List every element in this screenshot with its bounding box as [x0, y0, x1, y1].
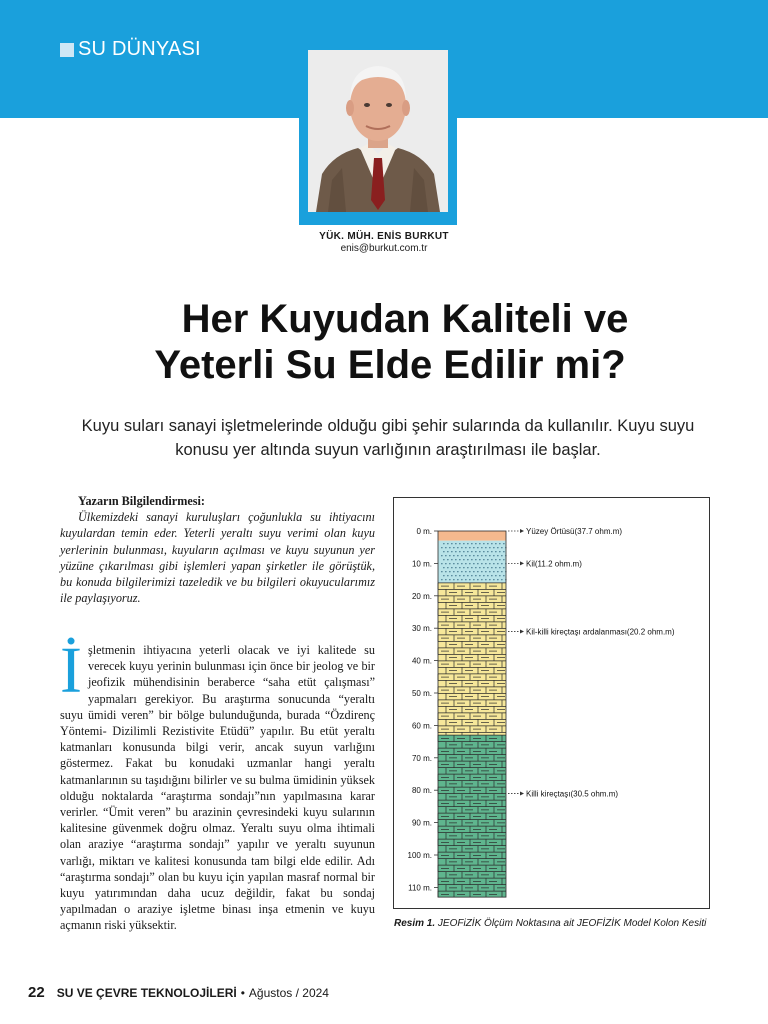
layer-2-dot [503, 543, 504, 544]
layer-2-dot [467, 551, 468, 552]
layer-2-dot [485, 555, 486, 556]
layer-2-dot [459, 575, 460, 576]
layer-2-dot [479, 551, 480, 552]
layer-2-dot [473, 547, 474, 548]
layer-2-dot [447, 567, 448, 568]
depth-label: 40 m. [411, 656, 432, 666]
layer-2-dot [487, 575, 488, 576]
layer-2-dot [453, 555, 454, 556]
layer-2-dot [459, 551, 460, 552]
layer-2-dot [457, 563, 458, 564]
layer-2-dot [495, 543, 496, 544]
layer-2-dot [461, 579, 462, 580]
layer-2-dot [475, 551, 476, 552]
layer-2-dot [475, 575, 476, 576]
layer-2-dot [485, 547, 486, 548]
layer-1-fill [438, 531, 506, 541]
layer-2-dot [469, 547, 470, 548]
layer-2-dot [491, 567, 492, 568]
author-note-title: Yazarın Bilgilendirmesi: [78, 494, 205, 508]
caption-text: JEOFiZİK Ölçüm Noktasına ait JEOFİZİK Model Kolon Kesiti [437, 918, 707, 929]
author-email[interactable]: enis@burkut.com.tr [340, 243, 428, 254]
layer-2-dot [443, 543, 444, 544]
layer-2-dot [463, 567, 464, 568]
layer-2-dot [469, 571, 470, 572]
layer-2-dot [479, 567, 480, 568]
layer-4-label: Killi kireçtaşı(30.5 ohm.m) [526, 789, 619, 799]
depth-label: 70 m. [411, 753, 432, 763]
layer-2-dot [493, 555, 494, 556]
layer-1-label: Yüzey Örtüsü(37.7 ohm.m) [526, 527, 623, 536]
figure-caption [394, 917, 714, 931]
layer-2-dot [459, 559, 460, 560]
layer-2-dot [461, 547, 462, 548]
depth-label: 100 m. [407, 851, 432, 860]
layer-2-dot [497, 547, 498, 548]
layer-3-leader-arrow [520, 629, 524, 633]
layer-2-dot [489, 579, 490, 580]
layer-2-dot [499, 567, 500, 568]
layer-2-dot [503, 551, 504, 552]
layer-2-dot [487, 559, 488, 560]
layer-2-label: Kil(11.2 ohm.m) [526, 559, 582, 569]
layer-2-dot [481, 579, 482, 580]
layer-2-dot [485, 579, 486, 580]
layer-2-dot [477, 571, 478, 572]
layer-2-dot [479, 559, 480, 560]
author-note-body: Ülkemizdeki sanayi kuruluşları çoğunlukla su ihtiyacını kuyulardan temin eder. Yeterli yeraltı suyu verimi olan kuyu yerlerinin bulunması, kuyuların açılması ve kuyu suyunun yer yüzüne çıkarılması gibi işlemleri yapan şirketler ile görüştük, bu konuda bilgilerimizi tazeledik ve bu bilgileri okuyucularımız ile paylaşıyoruz. [60, 510, 375, 606]
layer-2-dot [497, 571, 498, 572]
layer-2-dot [441, 579, 442, 580]
layer-2-dot [467, 559, 468, 560]
layer-2-dot [493, 579, 494, 580]
layer-2-dot [461, 555, 462, 556]
layer-2-dot [467, 543, 468, 544]
depth-label: 0 m. [416, 527, 432, 536]
layer-2-dot [451, 559, 452, 560]
layer-2-dot [499, 551, 500, 552]
layer-2-dot [467, 575, 468, 576]
layer-2-dot [455, 551, 456, 552]
layer-2-dot [445, 571, 446, 572]
depth-label: 20 m. [411, 591, 432, 601]
layer-2-dot [485, 563, 486, 564]
layer-2-dot [457, 579, 458, 580]
layer-4-leader-arrow [520, 791, 524, 795]
layer-2-dot [449, 547, 450, 548]
layer-2-dot [453, 547, 454, 548]
layer-2-dot [449, 555, 450, 556]
title-line-2: Yeterli Su Elde Edilir mi? [154, 343, 626, 387]
layer-2-dot [499, 575, 500, 576]
layer-3-label: Kil-killi kireçtaşı ardalanması(20.2 ohm.m) [526, 627, 675, 637]
layer-2-dot [443, 559, 444, 560]
layer-2-dot [475, 567, 476, 568]
article-subtitle: Kuyu suları sanayi işletmelerinde olduğu gibi şehir sularında da kullanılır. Kuyu suyu konusu yer altında suyun varlığının araştırılması ile başlar. [81, 417, 695, 459]
layer-2-dot [475, 543, 476, 544]
layer-2-dot [499, 543, 500, 544]
layer-2-dot [471, 575, 472, 576]
layer-2-dot [447, 559, 448, 560]
layer-2-dot [453, 571, 454, 572]
layer-2-dot [491, 575, 492, 576]
author-photo [308, 50, 448, 212]
article-body [60, 634, 375, 934]
section-label [60, 38, 201, 61]
depth-label: 30 m. [411, 624, 432, 634]
layer-2-dot [503, 575, 504, 576]
layer-2-dot [449, 579, 450, 580]
issue-date: Ağustos / 2024 [248, 986, 329, 1000]
section-square-icon [60, 43, 74, 57]
layer-2-dot [469, 563, 470, 564]
layer-2-dot [457, 571, 458, 572]
geophysical-column-figure [393, 497, 710, 909]
author-name: YÜK. MÜH. ENİS BURKUT [319, 231, 449, 242]
layer-2-dot [477, 555, 478, 556]
layer-2-dot [445, 555, 446, 556]
depth-label: 60 m. [411, 721, 432, 731]
layer-2-dot [481, 555, 482, 556]
layer-2-dot [483, 575, 484, 576]
layer-2-dot [465, 555, 466, 556]
caption-label: Resim 1. [394, 918, 436, 929]
layer-2-dot [473, 571, 474, 572]
layer-2-dot [471, 551, 472, 552]
page-footer [28, 984, 329, 1001]
layer-2-dot [461, 563, 462, 564]
layer-2-dot [473, 579, 474, 580]
layer-2-dot [459, 543, 460, 544]
layer-2-dot [443, 567, 444, 568]
layer-2-dot [453, 579, 454, 580]
title-line-1: Her Kuyudan Kaliteli ve [181, 297, 629, 341]
layer-2-dot [469, 555, 470, 556]
layer-2-dot [479, 575, 480, 576]
layer-2-dot [471, 567, 472, 568]
layer-2-dot [497, 563, 498, 564]
layer-2-dot [463, 543, 464, 544]
layer-2-dot [441, 547, 442, 548]
layer-2-dot [455, 567, 456, 568]
layer-2-dot [477, 547, 478, 548]
layer-2-dot [487, 551, 488, 552]
depth-label: 10 m. [411, 559, 432, 569]
layer-2-dot [457, 555, 458, 556]
layer-2-dot [461, 571, 462, 572]
layer-2-dot [481, 563, 482, 564]
footer-separator: • [240, 986, 245, 1000]
layer-2-dot [447, 575, 448, 576]
layer-2-dot [467, 567, 468, 568]
layer-2-dot [483, 559, 484, 560]
layer-2-dot [497, 555, 498, 556]
depth-label: 110 m. [408, 883, 432, 893]
layer-2-dot [455, 575, 456, 576]
layer-2-dot [495, 559, 496, 560]
layer-2-dot [487, 543, 488, 544]
layer-2-dot [489, 563, 490, 564]
layer-2-dot [445, 579, 446, 580]
layer-2-dot [445, 547, 446, 548]
layer-2-dot [447, 543, 448, 544]
article-body-text: şletmenin ihtiyacına yeterli olacak ve iyi kalitede su verecek kuyu yerinin bulunması için önce bir jeolog ve bir jeofizik mühendisinin beraberce “saha etüt çalışması” yapmaları gerekiyor. Bu araştırma sonucunda “yeraltı suyu ümidi veren” bir bölge bulunduğunda, burada “Özdirenç Yöntemi- Dizilimli Rezistivite Etüdü” yapılır. Bu etüt yeraltı katmanları konusunda bilgi verir, ancak suyun varlığını göstermez. Fakat bu konudaki uzmanlar hangi yeraltı katmanlarının su taşıdığını bilirler ve su bulma ümidinin yüksek olduğu noktalarda “araştırma sondajı”nın yapılmasına karar verirler. “Ümit veren” bu arazinin çevresindeki kuyu sularının kalitesine güvenmek doğru olmaz. Yeraltı suyu olma ihtimali olan araziye “araştırma sondajı” yapılır ve yeraltı suyunun varlığı, miktarı ve kalitesi konusunda tam bilgi elde edilir. Adı “araştırma sondajı” olan bu kuyu için yapılan masraf normal bir kuyu yatırımından daha ucuz değildir, fakat bu sondaj yapılmadan o araziye işletme binası inşa etmenin ve kuyu açmanın riski yüksektir. [60, 643, 375, 933]
layer-2-dot [449, 563, 450, 564]
layer-2-dot [495, 567, 496, 568]
layer-2-dot [481, 571, 482, 572]
drop-cap: İ [60, 634, 82, 707]
layer-2-dot [487, 567, 488, 568]
layer-2-dot [501, 563, 502, 564]
layer-2-dot [451, 543, 452, 544]
layer-2-dot [489, 547, 490, 548]
layer-2-dot [443, 551, 444, 552]
layer-2-dot [471, 543, 472, 544]
layer-2-dot [479, 543, 480, 544]
layer-2-dot [463, 575, 464, 576]
layer-2-dot [465, 547, 466, 548]
layer-2-dot [491, 543, 492, 544]
author-photo-frame [299, 38, 457, 225]
page-number: 22 [28, 984, 45, 1001]
layer-2-dot [501, 579, 502, 580]
layer-2-dot [503, 559, 504, 560]
layer-2-dot [443, 575, 444, 576]
layer-2-dot [483, 543, 484, 544]
layer-2-dot [485, 571, 486, 572]
layer-2-dot [441, 563, 442, 564]
column-section-diagram [394, 498, 709, 908]
depth-label: 90 m. [411, 818, 432, 828]
layer-2-dot [449, 571, 450, 572]
layer-1-leader-arrow [520, 529, 524, 533]
layer-2-dot [465, 571, 466, 572]
layer-2-dot [501, 555, 502, 556]
layer-2-dot [463, 559, 464, 560]
layer-2-dot [465, 563, 466, 564]
author-block [0, 231, 768, 254]
journal-name: SU VE ÇEVRE TEKNOLOJİLERİ [56, 986, 237, 1000]
layer-2-dot [493, 547, 494, 548]
layer-2-dot [495, 551, 496, 552]
layer-2-fill [438, 541, 506, 583]
layer-2-dot [451, 567, 452, 568]
layer-2-dot [483, 551, 484, 552]
layer-2-dot [501, 571, 502, 572]
layer-2-dot [441, 571, 442, 572]
depth-label: 50 m. [411, 689, 432, 698]
layer-2-dot [483, 567, 484, 568]
layer-2-dot [463, 551, 464, 552]
layer-2-dot [503, 567, 504, 568]
layer-2-dot [493, 563, 494, 564]
layer-2-dot [455, 543, 456, 544]
layer-2-dot [441, 555, 442, 556]
layer-2-dot [477, 579, 478, 580]
layer-2-dot [459, 567, 460, 568]
layer-2-dot [457, 547, 458, 548]
layer-2-dot [473, 563, 474, 564]
layer-2-dot [453, 563, 454, 564]
depth-label: 80 m. [411, 786, 432, 796]
layer-2-dot [497, 579, 498, 580]
layer-2-dot [489, 571, 490, 572]
author-note [60, 493, 375, 606]
article-title [60, 296, 720, 388]
layer-2-dot [475, 559, 476, 560]
layer-2-dot [445, 563, 446, 564]
layer-2-dot [491, 559, 492, 560]
layer-2-dot [455, 559, 456, 560]
layer-2-dot [465, 579, 466, 580]
layer-2-dot [501, 547, 502, 548]
layer-2-dot [489, 555, 490, 556]
layer-2-dot [481, 547, 482, 548]
layer-2-dot [469, 579, 470, 580]
layer-2-dot [471, 559, 472, 560]
layer-2-dot [473, 555, 474, 556]
layer-2-dot [447, 551, 448, 552]
layer-2-dot [491, 551, 492, 552]
layer-2-dot [493, 571, 494, 572]
author-portrait-image [308, 50, 448, 212]
layer-2-dot [499, 559, 500, 560]
section-label-text: SU DÜNYASI [78, 38, 201, 60]
layer-2-dot [451, 575, 452, 576]
layer-2-dot [477, 563, 478, 564]
layer-2-dot [451, 551, 452, 552]
layer-2-leader-arrow [520, 561, 524, 565]
layer-2-dot [495, 575, 496, 576]
